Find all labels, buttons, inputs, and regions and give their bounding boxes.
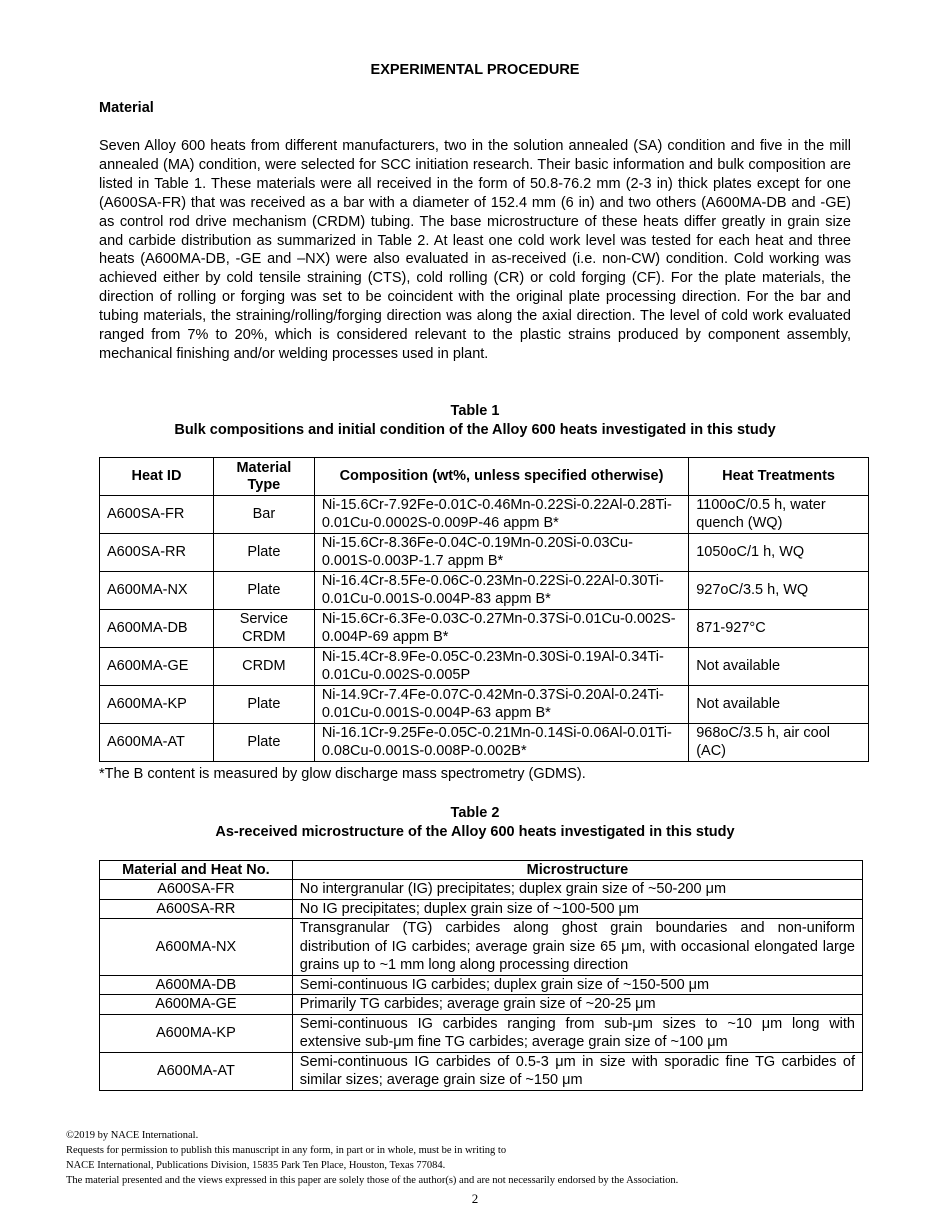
table-row (100, 686, 869, 724)
material-type-cell: Bar (213, 496, 314, 534)
heat-no-cell: A600MA-DB (100, 975, 293, 995)
footer-copyright: ©2019 by NACE International. (66, 1130, 199, 1141)
table-row (100, 648, 869, 686)
subsection-title: Material (99, 100, 154, 116)
heat-no-cell: A600MA-AT (100, 1052, 293, 1090)
table-row (100, 995, 863, 1015)
table2 (99, 860, 863, 1091)
material-type-cell: Plate (213, 534, 314, 572)
table-header-row (100, 861, 863, 880)
footer-address: NACE International, Publications Division, 15835 Park Ten Place, Houston, Texas 77084. (66, 1160, 446, 1171)
microstructure-cell: No intergranular (IG) precipitates; duplex grain size of ~50-200 μm (292, 880, 862, 900)
table-header-cell: Material Type (213, 458, 314, 496)
table2-label: Table 2 (450, 805, 500, 821)
heat-treatment-cell: 871-927°C (689, 610, 869, 648)
table-row (100, 496, 869, 534)
table-row (100, 1052, 863, 1090)
table-row (100, 899, 863, 919)
heat-treatment-cell: 927oC/3.5 h, WQ (689, 572, 869, 610)
section-title: EXPERIMENTAL PROCEDURE (370, 62, 580, 78)
table-row (100, 975, 863, 995)
heat-no-cell: A600SA-FR (100, 880, 293, 900)
table-row (100, 724, 869, 762)
heat-id-cell: A600MA-AT (100, 724, 214, 762)
heat-no-cell: A600MA-GE (100, 995, 293, 1015)
table1-label: Table 1 (450, 403, 500, 419)
material-type-cell: CRDM (213, 648, 314, 686)
page-number: 2 (471, 1191, 479, 1206)
table-row (100, 880, 863, 900)
heat-treatment-cell: 1050oC/1 h, WQ (689, 534, 869, 572)
composition-cell: Ni-15.6Cr-8.36Fe-0.04C-0.19Mn-0.20Si-0.03Cu-0.001S-0.003P-1.7 appm B* (314, 534, 688, 572)
heat-no-cell: A600MA-NX (100, 919, 293, 976)
material-type-cell: Plate (213, 686, 314, 724)
table2-caption: As-received microstructure of the Alloy 600 heats investigated in this study (215, 824, 735, 840)
heat-id-cell: A600SA-FR (100, 496, 214, 534)
table1-caption: Bulk compositions and initial condition of the Alloy 600 heats investigated in this study (174, 422, 776, 438)
microstructure-cell: Semi-continuous IG carbides ranging from sub-μm sizes to ~10 μm long with extensive sub-μm fine TG carbides; average grain size of ~100 μm (292, 1014, 862, 1052)
heat-id-cell: A600SA-RR (100, 534, 214, 572)
table-row (100, 1014, 863, 1052)
heat-id-cell: A600MA-KP (100, 686, 214, 724)
footer-disclaimer: The material presented and the views expressed in this paper are solely those of the author(s) and are not necessarily endorsed by the Association. (66, 1175, 679, 1186)
table-row (100, 919, 863, 976)
composition-cell: Ni-16.4Cr-8.5Fe-0.06C-0.23Mn-0.22Si-0.22Al-0.30Ti-0.01Cu-0.001S-0.004P-83 appm B* (314, 572, 688, 610)
composition-cell: Ni-15.6Cr-6.3Fe-0.03C-0.27Mn-0.37Si-0.01Cu-0.002S-0.004P-69 appm B* (314, 610, 688, 648)
heat-no-cell: A600SA-RR (100, 899, 293, 919)
material-type-cell: Plate (213, 572, 314, 610)
table-header-cell: Material and Heat No. (100, 861, 293, 880)
table-header-cell: Composition (wt%, unless specified otherwise) (314, 458, 688, 496)
material-type-cell: Service CRDM (213, 610, 314, 648)
table1 (99, 457, 869, 762)
table-header-cell: Microstructure (292, 861, 862, 880)
composition-cell: Ni-14.9Cr-7.4Fe-0.07C-0.42Mn-0.37Si-0.20Al-0.24Ti-0.01Cu-0.001S-0.004P-63 appm B* (314, 686, 688, 724)
microstructure-cell: No IG precipitates; duplex grain size of ~100-500 μm (292, 899, 862, 919)
heat-no-cell: A600MA-KP (100, 1014, 293, 1052)
footer-permission: Requests for permission to publish this manuscript in any form, in part or in whole, must be in writing to (66, 1145, 507, 1156)
microstructure-cell: Semi-continuous IG carbides of 0.5-3 μm in size with sporadic fine TG carbides of similar sizes; average grain size of ~150 μm (292, 1052, 862, 1090)
material-type-cell: Plate (213, 724, 314, 762)
heat-id-cell: A600MA-DB (100, 610, 214, 648)
heat-treatment-cell: Not available (689, 648, 869, 686)
composition-cell: Ni-15.4Cr-8.9Fe-0.05C-0.23Mn-0.30Si-0.19Al-0.34Ti-0.01Cu-0.002S-0.005P (314, 648, 688, 686)
table-header-row (100, 458, 869, 496)
microstructure-cell: Primarily TG carbides; average grain size of ~20-25 μm (292, 995, 862, 1015)
microstructure-cell: Transgranular (TG) carbides along ghost grain boundaries and non-uniform distribution of IG carbides; average grain size 65 μm, with occasional elongated large grains up to ~1 mm long along processing direction (292, 919, 862, 976)
microstructure-cell: Semi-continuous IG carbides; duplex grain size of ~150-500 μm (292, 975, 862, 995)
heat-id-cell: A600MA-NX (100, 572, 214, 610)
table-row (100, 610, 869, 648)
composition-cell: Ni-16.1Cr-9.25Fe-0.05C-0.21Mn-0.14Si-0.06Al-0.01Ti-0.08Cu-0.001S-0.008P-0.002B* (314, 724, 688, 762)
composition-cell: Ni-15.6Cr-7.92Fe-0.01C-0.46Mn-0.22Si-0.22Al-0.28Ti-0.01Cu-0.0002S-0.009P-46 appm B* (314, 496, 688, 534)
heat-id-cell: A600MA-GE (100, 648, 214, 686)
heat-treatment-cell: 968oC/3.5 h, air cool (AC) (689, 724, 869, 762)
table-row (100, 572, 869, 610)
table-row (100, 534, 869, 572)
heat-treatment-cell: 1100oC/0.5 h, water quench (WQ) (689, 496, 869, 534)
body-paragraph: Seven Alloy 600 heats from different manufacturers, two in the solution annealed (SA) condition and five in the mill annealed (MA) condition, were selected for SCC initiation research. Their basic information and bulk composition are listed in Table 1. These materials were all received in the form of 50.8-76.2 mm (2-3 in) thick plates except for one (A600SA-FR) that was received as a bar with a diameter of 152.4 mm (6 in) and two others (A600MA-DB and -GE) as control rod drive mechanism (CRDM) tubing. The base microstructure of these heats differ greatly in grain size and carbide distribution as summarized in Table 2. At least one cold work level was tested for each heat and three heats (A600MA-DB, -GE and –NX) were also evaluated in as-received (i.e. non-CW) condition. Cold working was achieved either by cold tensile straining (CTS), cold rolling (CR) or cold forging (CF). For the plate materials, the direction of rolling or forging was set to be coincident with the original plate processing direction. For the bar and tubing materials, the straining/rolling/forging direction was along the axial direction. The level of cold work evaluated ranged from 7% to 20%, which is considered relevant to the plastic strains produced by component assembly, mechanical finishing and/or welding processes used in plant. (99, 138, 851, 362)
heat-treatment-cell: Not available (689, 686, 869, 724)
table-header-cell: Heat Treatments (689, 458, 869, 496)
table1-footnote: *The B content is measured by glow discharge mass spectrometry (GDMS). (99, 766, 586, 782)
table-header-cell: Heat ID (100, 458, 214, 496)
